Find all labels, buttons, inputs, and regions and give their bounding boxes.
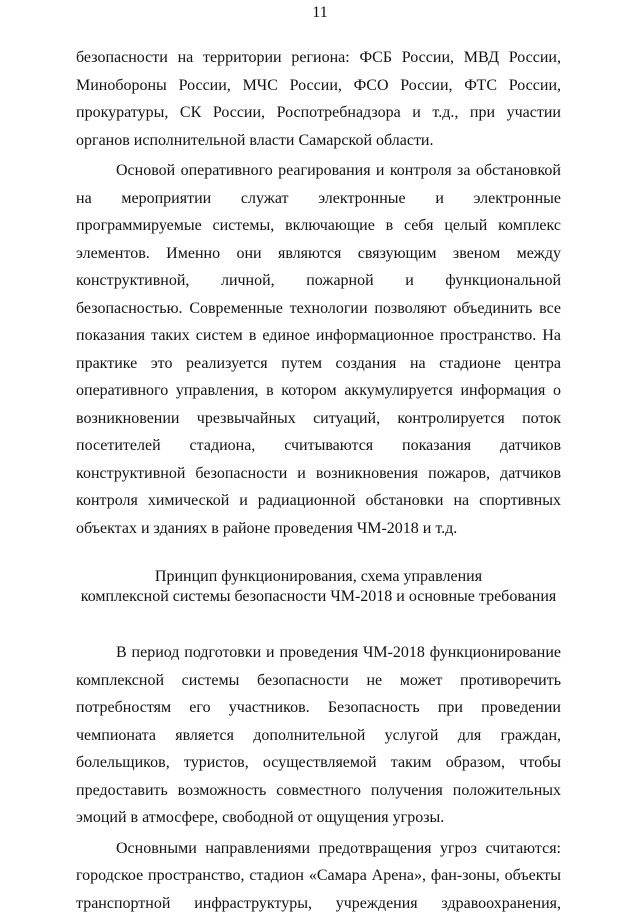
section-heading-line-1: Принцип функционирования, схема управления	[76, 567, 561, 587]
paragraph-threat-directions: Основными направлениями предотвращения угроз считаются: городское пространство, стадион «Самара Арена», фан-зоны, объекты транспортной инфраструктуры, учреждения здравоохранения,	[76, 835, 561, 917]
section-heading-line-2: комплексной системы безопасности ЧМ-2018 и основные требования	[76, 587, 561, 607]
paragraph-functioning: В период подготовки и проведения ЧМ-2018 функционирование комплексной системы безопасности не может противоречить потребностям его участников. Безопасность при проведении чемпионата является дополнительной услугой для граждан, болельщиков, туристов, осуществляемой таким образом, чтобы предоставить возможность совместного получения положительных эмоций в атмосфере, свободной от ощущения угрозы.	[76, 639, 561, 832]
paragraph-agencies: безопасности на территории региона: ФСБ России, МВД России, Минобороны России, МЧС России, ФСО России, ФТС России, прокуратуры, СК России, Роспотребнадзора и т.д., при участии органов исполнительной власти Самарской области.	[76, 44, 561, 154]
page-number: 11	[0, 3, 640, 23]
document-body	[76, 44, 561, 917]
section-heading	[76, 567, 561, 607]
paragraph-control-systems: Основой оперативного реагирования и контроля за обстановкой на мероприятии служат электронные и электронные программируемые системы, включающие в себя целый комплекс элементов. Именно они являются связующим звеном между конструктивной, личной, пожарной и функциональной безопасностью. Современные технологии позволяют объединить все показания таких систем в единое информационное пространство. На практике это реализуется путем создания на стадионе центра оперативного управления, в котором аккумулируется информация о возникновении чрезвычайных ситуаций, контролируется поток посетителей стадиона, считываются показания датчиков конструктивной безопасности и возникновения пожаров, датчиков контроля химической и радиационной обстановки на спортивных объектах и зданиях в районе проведения ЧМ-2018 и т.д.	[76, 157, 561, 542]
